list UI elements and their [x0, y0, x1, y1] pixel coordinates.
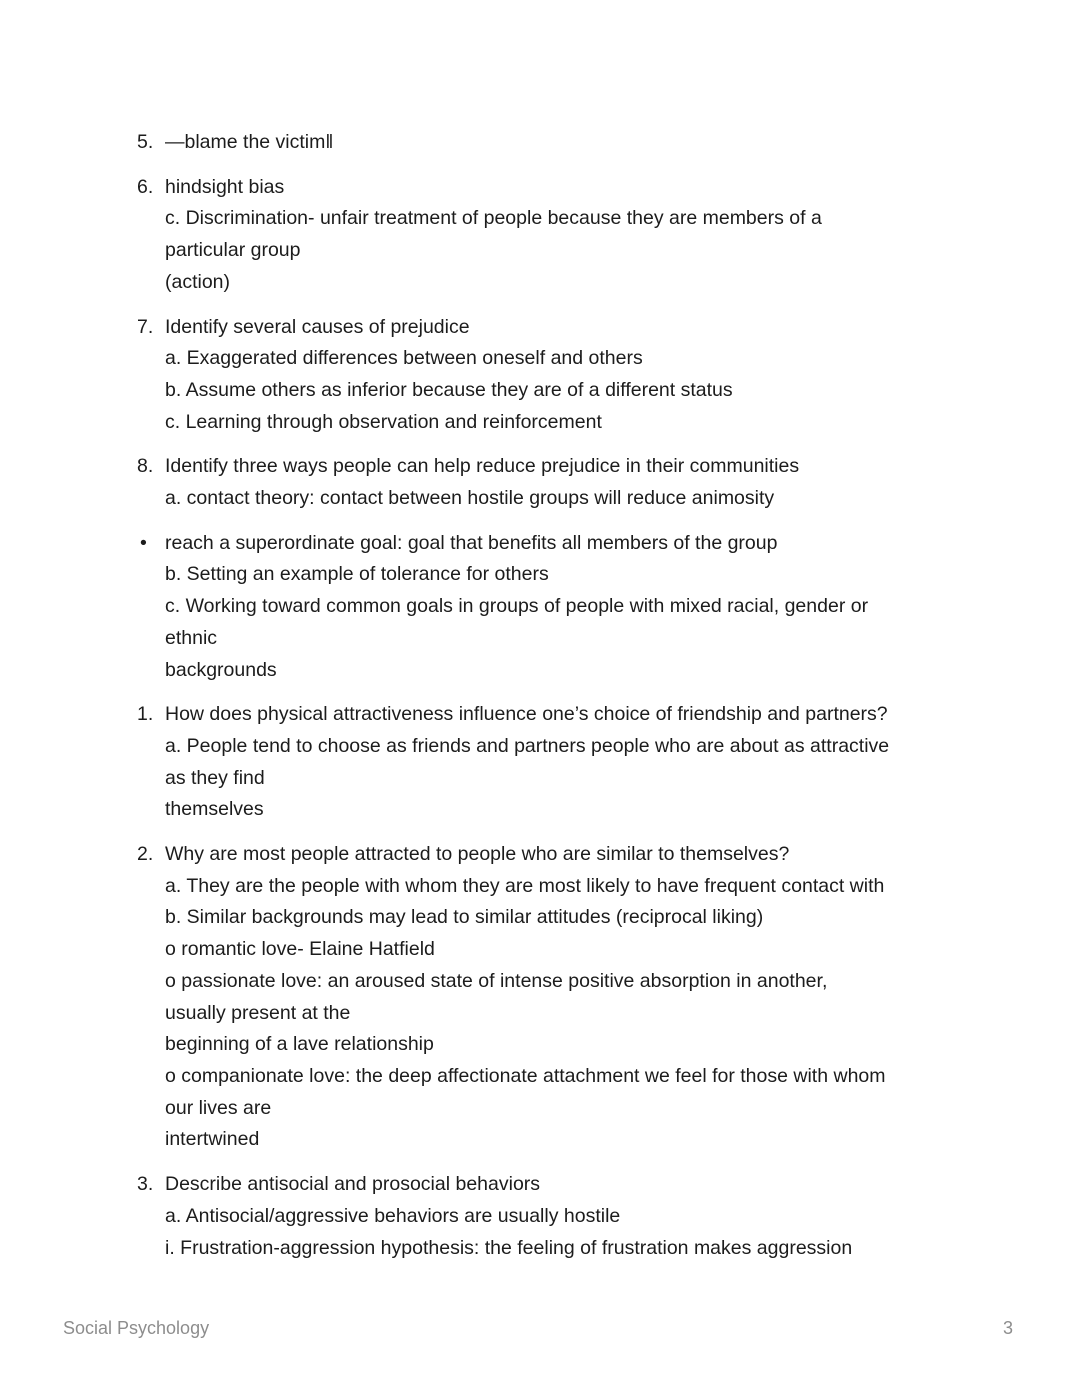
list-item-line: c. Working toward common goals in groups of people with mixed racial, gender or [165, 595, 869, 618]
list-item-lines [165, 172, 1040, 299]
number-marker: 5. [137, 131, 154, 153]
list-item-line: c. Learning through observation and reinforcement [165, 410, 602, 433]
list-item-line: intertwined [165, 1128, 260, 1151]
list-item-line: a. Antisocial/aggressive behaviors are usually hostile [165, 1204, 621, 1227]
list-item-line: as they find [165, 766, 265, 789]
list-item [137, 1169, 1040, 1264]
list-item-line: our lives are [165, 1096, 272, 1119]
list-item-lines [165, 839, 1040, 1156]
list-item-lines [165, 451, 1040, 514]
list-item-line: themselves [165, 798, 264, 821]
footer-title: Social Psychology [63, 1318, 210, 1338]
list-item-line: o romantic love- Elaine Hatfield [165, 938, 435, 961]
list-item-line: Why are most people attracted to people who are similar to themselves? [165, 843, 790, 866]
number-marker: 6. [137, 175, 154, 198]
list-item-lines [165, 127, 1040, 159]
list-item-line: —blame the victim‖ [165, 131, 334, 153]
list-item-line: c. Discrimination- unfair treatment of people because they are members of a [165, 207, 822, 230]
list-item [137, 839, 1040, 1156]
list-item-lines [165, 312, 1040, 439]
list-item-line: Identify three ways people can help reduce prejudice in their communities [165, 455, 800, 478]
list-item-lines [165, 1169, 1040, 1264]
list-item [137, 699, 1040, 826]
list-item-line: o passionate love: an aroused state of intense positive absorption in another, [165, 969, 828, 992]
list-item-line: b. Assume others as inferior because they are of a different status [165, 378, 733, 401]
list-item-line: Describe antisocial and prosocial behaviors [165, 1173, 541, 1196]
list-item-line: a. They are the people with whom they are most likely to have frequent contact with [165, 874, 885, 897]
list-item-line: (action) [165, 270, 231, 293]
page-number: 3 [1002, 1318, 1013, 1338]
number-marker: 7. [137, 315, 154, 338]
number-marker: 2. [137, 843, 154, 866]
list-item-line: reach a superordinate goal: goal that benefits all members of the group [165, 531, 778, 554]
list-item [137, 312, 1040, 439]
list-item-line: b. Similar backgrounds may lead to similar attitudes (reciprocal liking) [165, 906, 764, 929]
list-item-line: usually present at the [165, 1001, 351, 1024]
number-marker: 1. [137, 703, 154, 726]
number-marker: 8. [137, 455, 154, 478]
bullet-marker: • [140, 531, 147, 554]
list-item-line: ethnic [165, 626, 218, 649]
list-item-line: a. People tend to choose as friends and partners people who are about as attractive [165, 734, 890, 757]
list-item [137, 172, 1040, 299]
list-item-line: i. Frustration-aggression hypothesis: the feeling of frustration makes aggression [165, 1236, 853, 1259]
list-item [137, 528, 1040, 687]
list-item-line: Identify several causes of prejudice [165, 315, 470, 338]
list-item-line: b. Setting an example of tolerance for others [165, 563, 549, 586]
page-footer [63, 1318, 1013, 1339]
list-item-line: particular group [165, 239, 301, 262]
number-marker: 3. [137, 1173, 154, 1196]
list-item-lines [165, 699, 1040, 826]
document-content [137, 127, 1040, 1277]
list-item-line: hindsight bias [165, 175, 285, 198]
list-item-line: backgrounds [165, 658, 277, 681]
list-item [137, 127, 1040, 159]
list-item-line: o companionate love: the deep affectionate attachment we feel for those with whom [165, 1064, 886, 1087]
list-item-line: How does physical attractiveness influence one’s choice of friendship and partners? [165, 703, 888, 726]
list-item-line: a. contact theory: contact between hostile groups will reduce animosity [165, 487, 775, 510]
list-item [137, 451, 1040, 514]
list-item-line: beginning of a lave relationship [165, 1033, 434, 1056]
list-item-line: a. Exaggerated differences between oneself and others [165, 347, 643, 370]
list-item-lines [165, 528, 1040, 687]
